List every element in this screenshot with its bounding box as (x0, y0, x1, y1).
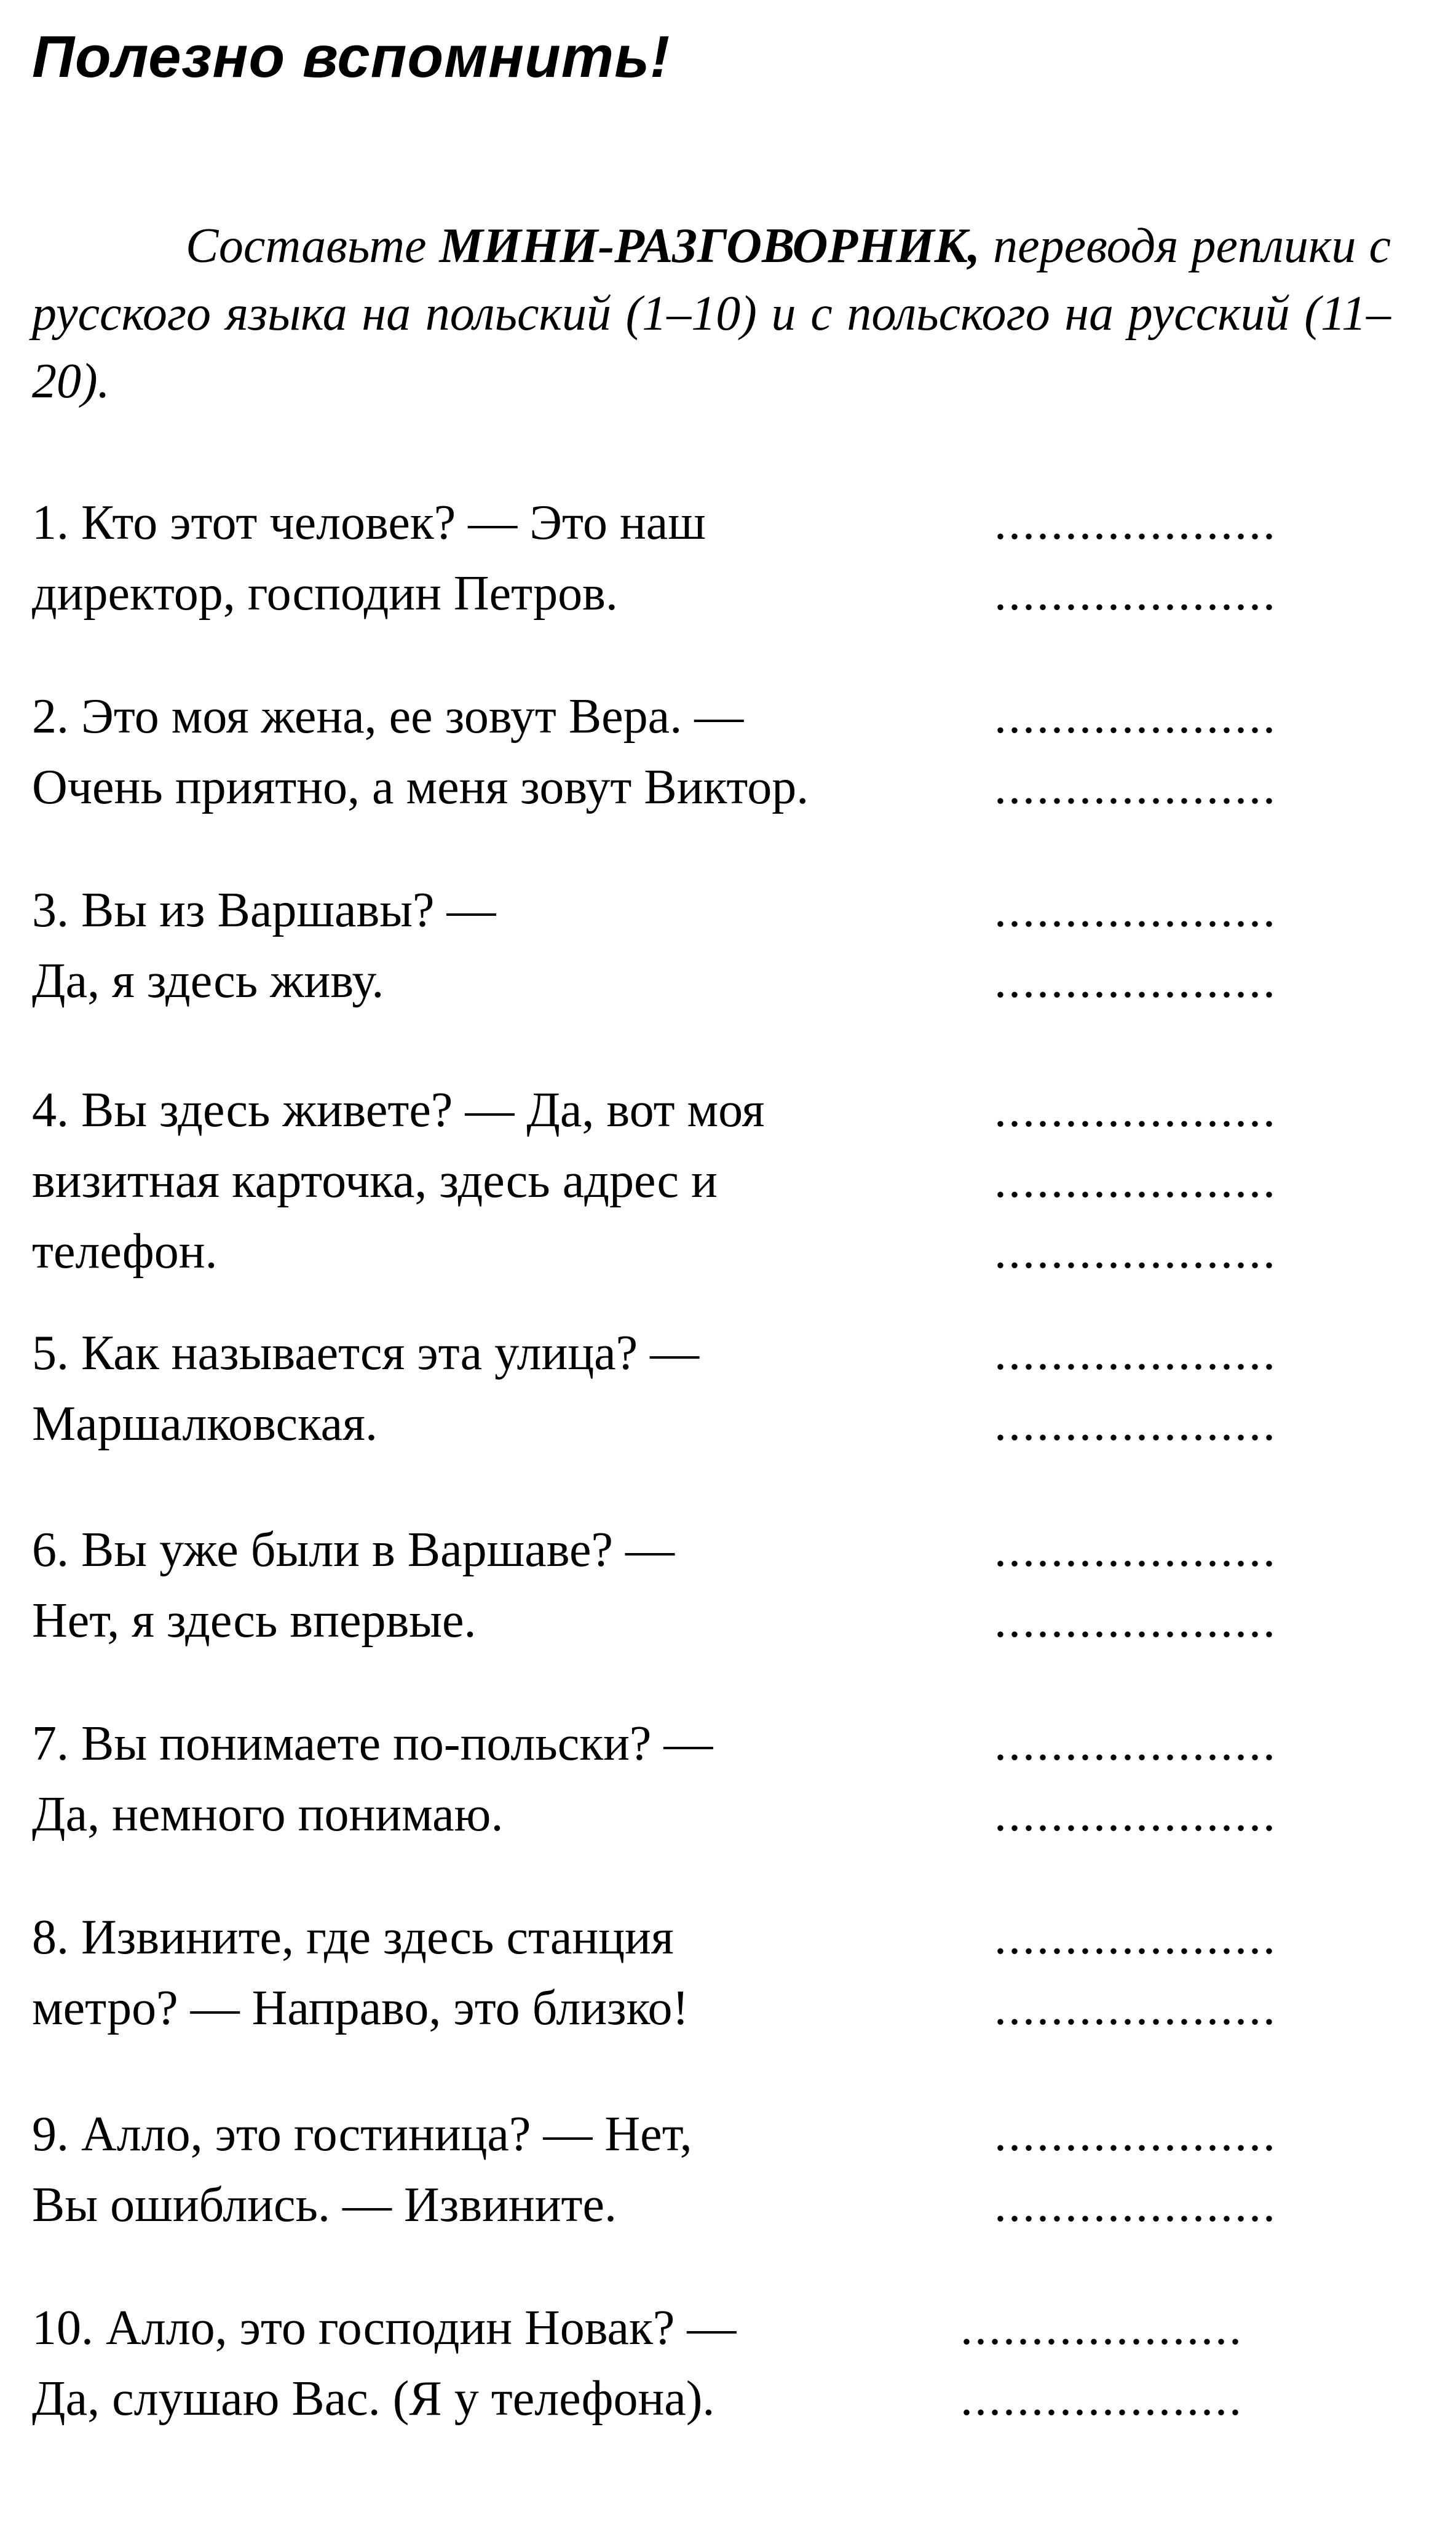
answer-blank: .................... (994, 1523, 1277, 1577)
exercise-line (32, 1977, 1446, 2048)
exercise-line (32, 2174, 1446, 2245)
exercise-item (32, 880, 1446, 1021)
exercise-line (32, 1907, 1446, 1977)
exercise-line (32, 757, 1446, 827)
exercise-item (32, 1079, 1446, 1292)
exercise-line (32, 1079, 1446, 1150)
phrase-text: метро? — Направо, это близко! (32, 1981, 689, 2035)
phrase-text: 6. Вы уже были в Варшаве? — (32, 1523, 675, 1577)
answer-blank: .................... (994, 2107, 1277, 2161)
instruction-text-start: Составьте (186, 219, 440, 273)
exercise-line (32, 2104, 1446, 2174)
instruction-paragraph (32, 212, 1391, 415)
exercise-line (32, 1519, 1446, 1590)
answer-blank: .................... (994, 1717, 1277, 1771)
instruction-emphasis: МИНИ-РАЗГОВОРНИК, (439, 219, 980, 273)
exercise-line (32, 950, 1446, 1021)
answer-blank: .................... (994, 1083, 1277, 1137)
answer-blank: .................... (994, 566, 1277, 621)
exercise-line (32, 2297, 1446, 2368)
exercise-item (32, 1713, 1446, 1854)
phrase-text: Да, немного понимаю. (32, 1787, 504, 1842)
phrase-text: визитная карточка, здесь адрес и (32, 1154, 718, 1208)
exercise-line (32, 563, 1446, 634)
phrase-text: 10. Алло, это господин Новак? — (32, 2301, 737, 2355)
answer-blank: .................... (994, 496, 1277, 550)
exercise-item (32, 1907, 1446, 2048)
answer-blank: .................... (994, 1787, 1277, 1842)
exercise-line (32, 1221, 1446, 1292)
exercise-line (32, 2368, 1446, 2439)
exercise-line (32, 1590, 1446, 1661)
answer-blank: .................... (994, 1397, 1277, 1451)
phrase-text: директор, господин Петров. (32, 566, 618, 621)
exercise-item (32, 1322, 1446, 1464)
answer-blank: .................... (994, 954, 1277, 1008)
phrase-text: 3. Вы из Варшавы? — (32, 883, 496, 937)
phrase-text: 1. Кто этот человек? — Это наш (32, 496, 706, 550)
phrase-text: Нет, я здесь впервые. (32, 1594, 477, 1648)
exercise-item (32, 2104, 1446, 2245)
answer-blank: .................... (994, 1910, 1277, 1965)
exercise-line (32, 1784, 1446, 1854)
exercise-line (32, 1150, 1446, 1221)
answer-blank: .................... (960, 2301, 1243, 2355)
exercise-line (32, 492, 1446, 563)
answer-blank: .................... (994, 2178, 1277, 2232)
phrase-text: 2. Это моя жена, ее зовут Вера. — (32, 689, 744, 744)
phrase-text: Да, слушаю Вас. (Я у телефона). (32, 2372, 715, 2426)
answer-blank: .................... (994, 1326, 1277, 1380)
answer-blank: .................... (994, 1594, 1277, 1648)
answer-blank: .................... (994, 689, 1277, 744)
exercise-item (32, 492, 1446, 634)
phrase-text: 9. Алло, это гостиница? — Нет, (32, 2107, 692, 2161)
exercise-line (32, 1322, 1446, 1393)
answer-blank: .................... (994, 1154, 1277, 1208)
phrase-text: Вы ошиблись. — Извините. (32, 2178, 617, 2232)
answer-blank: .................... (994, 883, 1277, 937)
phrase-text: 8. Извините, где здесь станция (32, 1910, 674, 1965)
phrase-text: Очень приятно, а меня зовут Виктор. (32, 760, 809, 814)
exercise-item (32, 1519, 1446, 1661)
phrase-text: Да, я здесь живу. (32, 954, 384, 1008)
exercise-line (32, 686, 1446, 757)
phrase-text: телефон. (32, 1225, 218, 1279)
phrase-text: 7. Вы понимаете по-польски? — (32, 1717, 713, 1771)
page-title: Полезно вспомнить! (32, 24, 671, 90)
answer-blank: .................... (960, 2372, 1243, 2426)
exercise-line (32, 1713, 1446, 1784)
answer-blank: .................... (994, 760, 1277, 814)
exercise-item (32, 2297, 1446, 2439)
exercise-line (32, 880, 1446, 950)
instruction-text-end: переводя реплики с русского языка на польский (1–10) и с польского на русский (11–20). (32, 219, 1391, 408)
exercise-line (32, 1393, 1446, 1464)
answer-blank: .................... (994, 1225, 1277, 1279)
phrase-text: 5. Как называется эта улица? — (32, 1326, 700, 1380)
exercise-item (32, 686, 1446, 827)
phrase-text: Маршалковская. (32, 1397, 378, 1451)
answer-blank: .................... (994, 1981, 1277, 2035)
phrase-text: 4. Вы здесь живете? — Да, вот моя (32, 1083, 765, 1137)
